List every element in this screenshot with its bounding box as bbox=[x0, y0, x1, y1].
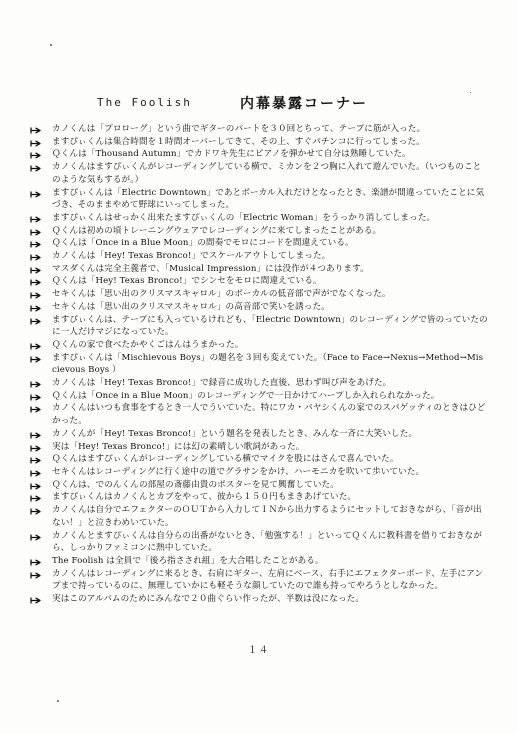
list-item bbox=[30, 466, 488, 479]
list-item bbox=[30, 530, 488, 555]
list-item-text: カノくんは「Hey! Texas Bronco!」でスケールアウトしてしまった。 bbox=[52, 251, 331, 262]
list-item bbox=[30, 212, 488, 225]
pointing-hand-icon bbox=[30, 228, 44, 235]
list-item bbox=[30, 377, 488, 390]
pointing-hand-icon bbox=[30, 126, 44, 133]
pointing-hand-icon bbox=[30, 151, 44, 158]
pointing-hand-icon bbox=[30, 558, 44, 565]
list-item-text: ますぴぃくんは、テープにも入っているけれども、「Electric Downtown」のレコーディングで皆のっていたのに一人だけマジになっていた。 bbox=[52, 314, 488, 338]
list-item-text: カノくんはますぴぃくんがレコーディングしている横で、ミカンを２つ胸に入れて遊んでいた。（いつものことのような気もするが。） bbox=[52, 162, 482, 185]
list-item bbox=[30, 504, 488, 529]
list-item-text: セキくんはレコーディングに行く途中の道でグラサンをかけ、ハーモニカを吹いて歩いていた。 bbox=[52, 466, 425, 477]
pointing-hand-icon bbox=[30, 393, 44, 400]
list-item bbox=[30, 555, 488, 568]
list-item-text: セキくんは「思い出のクリスマスキャロル」の高音部で笑いを誘った。 bbox=[52, 301, 330, 312]
list-item bbox=[30, 263, 488, 276]
pointing-hand-icon bbox=[30, 164, 44, 171]
list-item bbox=[30, 314, 488, 339]
pointing-hand-icon bbox=[30, 456, 44, 463]
list-item bbox=[30, 453, 488, 466]
list-item bbox=[30, 390, 488, 403]
pointing-hand-icon bbox=[30, 304, 44, 311]
list-item bbox=[30, 568, 488, 593]
list-item-text: カノくんはいつも食事をするとき一人でういていた。特にワカ・バヤシくんの家でのスパゲッティのときはひどかった。 bbox=[52, 403, 486, 427]
list-item-text: Ｑくんはますぴぃくんがレコーディングしている横でマイクを股にはさんで喜んでいた。 bbox=[52, 454, 399, 465]
pointing-hand-icon bbox=[30, 278, 44, 285]
list-item bbox=[30, 301, 488, 314]
list-item-text: ますぴぃくんは集合時間を１時間オーバーしてきて、その上、すぐパチンコに行ってしまった。 bbox=[52, 136, 425, 147]
list-item bbox=[30, 339, 488, 352]
list-item-text: ますぴぃくんは「Mischievous Boys」の題名を３回も変えていた。（Face to Face→Nexus→Method→Miscievous Boys ） bbox=[52, 352, 484, 376]
list-item-text: カノくんは自分でエフェクターのＯＵＴから入力してＩＮから出力するようにセットしておきながら、「音が出ない！」と泣きわめいていた。 bbox=[52, 505, 482, 528]
pointing-hand-icon bbox=[30, 507, 44, 514]
pointing-hand-icon bbox=[30, 482, 44, 489]
list-item-text: Ｑくんの家で食べたかやくごはんはうまかった。 bbox=[52, 339, 244, 350]
pointing-hand-icon bbox=[30, 266, 44, 273]
list-item bbox=[30, 441, 488, 454]
pointing-hand-icon bbox=[30, 469, 44, 476]
pointing-hand-icon bbox=[30, 444, 44, 451]
pointing-hand-icon bbox=[30, 533, 44, 540]
list-item bbox=[30, 428, 488, 441]
scan-speck bbox=[57, 700, 59, 702]
list-item bbox=[30, 288, 488, 301]
pointing-hand-icon bbox=[30, 431, 44, 438]
list-item-text: ますぴぃくんはカノくんとカブをやって、彼から１５０円もまきあげていた。 bbox=[52, 492, 357, 503]
list-item-text: カノくんとますぴぃくんは自分らの出番がないとき、「勉強する！」といってＱくんに教科書を借りておきながら、しっかりファミコンに熱中していた。 bbox=[52, 530, 483, 554]
list-item-text: 実はこのアルバムのためにみんなで２０曲ぐらい作ったが、半数は没になった。 bbox=[52, 594, 365, 605]
pointing-hand-icon bbox=[30, 494, 44, 501]
list-item-text: Ｑくんは「Hey! Texas Bronco!」でシンセをモロに間違えている。 bbox=[52, 276, 322, 287]
pointing-hand-icon bbox=[30, 139, 44, 146]
pointing-hand-icon bbox=[30, 253, 44, 260]
list-item-text: Ｑくんは「Once in a Blue Moon」の間奏でモロにコードを間違えている。 bbox=[52, 238, 354, 249]
list-item bbox=[30, 479, 488, 492]
pointing-hand-icon bbox=[30, 317, 44, 324]
list-item bbox=[30, 187, 488, 212]
list-item-text: 実は「Hey! Texas Bronco!」には幻の素晴しい歌詞があった。 bbox=[52, 441, 305, 452]
list-item-text: ますぴぃくんは「Electric Downtown」であとボーカル入れだけとなったとき、楽譜が間違っていたことに気づき、そのままやめて野球にいってしまった。 bbox=[52, 187, 485, 211]
list-item-text: カノくんはレコーディングに来るとき、右肩にギター、左肩にベース、右手にエフェクターボード、左手にアンプまで持っているのに、無理していかにも軽そうな顔していたので誰も持ってやろうとしなかった。 bbox=[52, 568, 484, 592]
pointing-hand-icon bbox=[30, 380, 44, 387]
band-name-title: The Foolish bbox=[97, 96, 192, 109]
list-item bbox=[30, 402, 488, 427]
list-item-text: マスダくんは完全主義者で、「Musical Impression」には没作が４つあります。 bbox=[52, 263, 369, 274]
list-item-text: カノくんは「Hey! Texas Bronco!」で録音に成功した直後、思わず叫び声をあげた。 bbox=[52, 378, 392, 389]
pointing-hand-icon bbox=[30, 342, 44, 349]
list-item-text: カノくんが「Hey! Texas Bronco!」という題名を発表したとき、みんな一斉に大笑いした。 bbox=[52, 428, 418, 439]
list-item bbox=[30, 148, 488, 161]
list-item bbox=[30, 225, 488, 238]
list-item-text: カノくんは「プロローグ」という曲でギターのパートを３０回とちって、テープに筋が入った。 bbox=[52, 124, 426, 134]
list-item-text: Ｑくんは「Once in a Blue Moon」のレコーディングで一日かけてハープしか入れられなかった。 bbox=[52, 390, 440, 401]
page-number: １４ bbox=[247, 645, 270, 656]
pointing-hand-icon bbox=[30, 405, 44, 412]
list-item bbox=[30, 123, 488, 136]
list-item bbox=[30, 136, 488, 149]
revelation-list bbox=[30, 123, 488, 606]
pointing-hand-icon bbox=[30, 355, 44, 362]
section-title: 内幕暴露コーナー bbox=[240, 96, 368, 112]
list-item bbox=[30, 352, 488, 377]
page-header bbox=[0, 96, 517, 112]
pointing-hand-icon bbox=[30, 291, 44, 298]
list-item-text: セキくんは「思い出のクリスマスキャロル」のボーカルの低音部で声がでなくなった。 bbox=[52, 289, 391, 300]
list-item-text: Ｑくんは、でのんくんの部屋の斎藤由貴のポスターを見て興奮していた。 bbox=[52, 479, 339, 490]
list-item-text: Ｑくんは「Thousand Autumn」でカドワキ先生にピアノを弾かせて自分は熟睡していた。 bbox=[52, 149, 411, 160]
pointing-hand-icon bbox=[30, 240, 44, 247]
list-item bbox=[30, 161, 488, 186]
list-item bbox=[30, 237, 488, 250]
pointing-hand-icon bbox=[30, 571, 44, 578]
list-item-text: Ｑくんは初めの頃トレーニングウェアでレコーディングに来てしまったことがある。 bbox=[52, 225, 382, 236]
list-item bbox=[30, 491, 488, 504]
pointing-hand-icon bbox=[30, 215, 44, 222]
list-item-text: ますぴぃくんはせっかく出来たますぴぃくんの「Electric Woman」をうっかり消してしまった。 bbox=[52, 212, 436, 223]
list-item bbox=[30, 593, 488, 606]
list-item bbox=[30, 250, 488, 263]
pointing-hand-icon bbox=[30, 596, 44, 603]
list-item bbox=[30, 275, 488, 288]
scan-speck bbox=[50, 44, 52, 46]
pointing-hand-icon bbox=[30, 190, 44, 197]
scan-speck bbox=[470, 92, 471, 93]
list-item-text: The Foolish は全員で「後ろ指さされ組」を大合唱したことがある。 bbox=[52, 555, 324, 566]
